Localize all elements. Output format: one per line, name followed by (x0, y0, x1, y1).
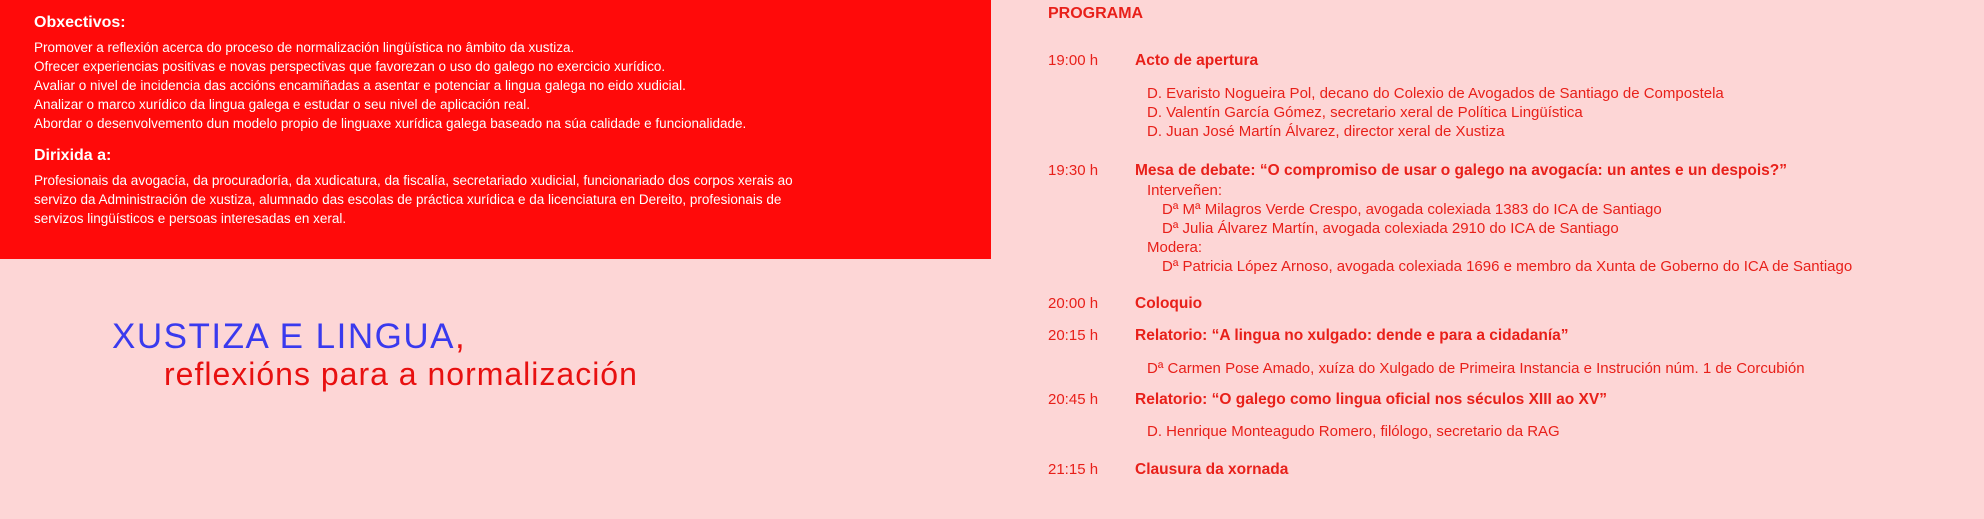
speaker: Dª Carmen Pose Amado, xuíza do Xulgado de Primeira Instancia e Instrución núm. 1 de Corcubión (1147, 360, 1805, 377)
program-time: 20:45 h (1048, 391, 1099, 408)
program-label: Clausura da xornada (1135, 461, 1289, 478)
interveners-label: Interveñen: (1147, 182, 1223, 199)
moderator-label: Modera: (1147, 239, 1203, 256)
speaker-list (1147, 422, 1560, 441)
event-title-comma: , (454, 317, 467, 356)
program-time: 21:15 h (1048, 461, 1099, 478)
speaker: Dª Mª Milagros Verde Crespo, avogada colexiada 1383 do ICA de Santiago (1162, 201, 1662, 218)
speaker-list (1147, 84, 1724, 141)
speaker: D. Valentín García Gómez, secretario xeral de Política Lingüística (1147, 104, 1583, 121)
program-label: Relatorio: “A lingua no xulgado: dende e para a cidadanía” (1135, 327, 1569, 344)
objective-line: Analizar o marco xurídico da lingua galega e estudar o seu nivel de aplicación real. (34, 97, 531, 112)
objective-line: Abordar o desenvolvemento dun modelo propio de linguaxe xurídica galega baseado na súa calidade e funcionalidade. (34, 116, 747, 131)
objectives-title: Obxectivos: (34, 14, 126, 31)
program-time: 19:00 h (1048, 52, 1099, 69)
speaker: D. Evaristo Nogueira Pol, decano do Colexio de Avogados de Santiago de Compostela (1147, 85, 1724, 102)
program-label: Mesa de debate: “O compromiso de usar o galego na avogacía: un antes e un despois?” (1135, 162, 1788, 179)
objective-line: Promover a reflexión acerca do proceso de normalización lingüística no âmbito da xustiza. (34, 40, 575, 55)
program-title: PROGRAMA (1048, 5, 1144, 22)
audience-line: Profesionais da avogacía, da procuradoría, da xudicatura, da fiscalía, secretariado xudicial, funcionariado dos corpos xerais ao (34, 173, 793, 188)
moderator: Dª Patricia López Arnoso, avogada colexiada 1696 e membro da Xunta de Goberno do ICA de Santiago (1162, 258, 1853, 275)
info-panel (0, 0, 991, 259)
speaker: D. Juan José Martín Álvarez, director xeral de Xustiza (1147, 123, 1505, 140)
program-label: Coloquio (1135, 295, 1203, 312)
program-time: 20:15 h (1048, 327, 1099, 344)
speaker-list (1147, 181, 1852, 276)
program-label: Relatorio: “O galego como lingua oficial nos séculos XIII ao XV” (1135, 391, 1607, 408)
program-label: Acto de apertura (1135, 52, 1259, 69)
event-subtitle: reflexións para a normalización (164, 356, 638, 392)
program-time: 19:30 h (1048, 162, 1099, 179)
objective-line: Avaliar o nivel de incidencia das accións encamiñadas a asentar e potenciar a lingua galega no eido xudicial. (34, 78, 686, 93)
objective-line: Ofrecer experiencias positivas e novas perspectivas que favorezan o uso do galego no exercicio xurídico. (34, 59, 666, 74)
program-time: 20:00 h (1048, 295, 1099, 312)
event-title-line1 (112, 318, 638, 356)
audience-line: servizo da Administración de xustiza, alumnado das escolas de práctica xurídica e da licenciatura en Dereito, profesionais de (34, 192, 782, 207)
audience-title: Dirixida a: (34, 147, 112, 164)
event-title (112, 318, 638, 392)
speaker: Dª Julia Álvarez Martín, avogada colexiada 2910 do ICA de Santiago (1162, 220, 1619, 237)
event-title-main: XUSTIZA E LINGUA (112, 317, 455, 356)
speaker-list (1147, 359, 1805, 378)
speaker: D. Henrique Monteagudo Romero, filólogo, secretario da RAG (1147, 423, 1560, 440)
audience-line: servizos lingüísticos e persoas interesadas en xeral. (34, 211, 347, 226)
